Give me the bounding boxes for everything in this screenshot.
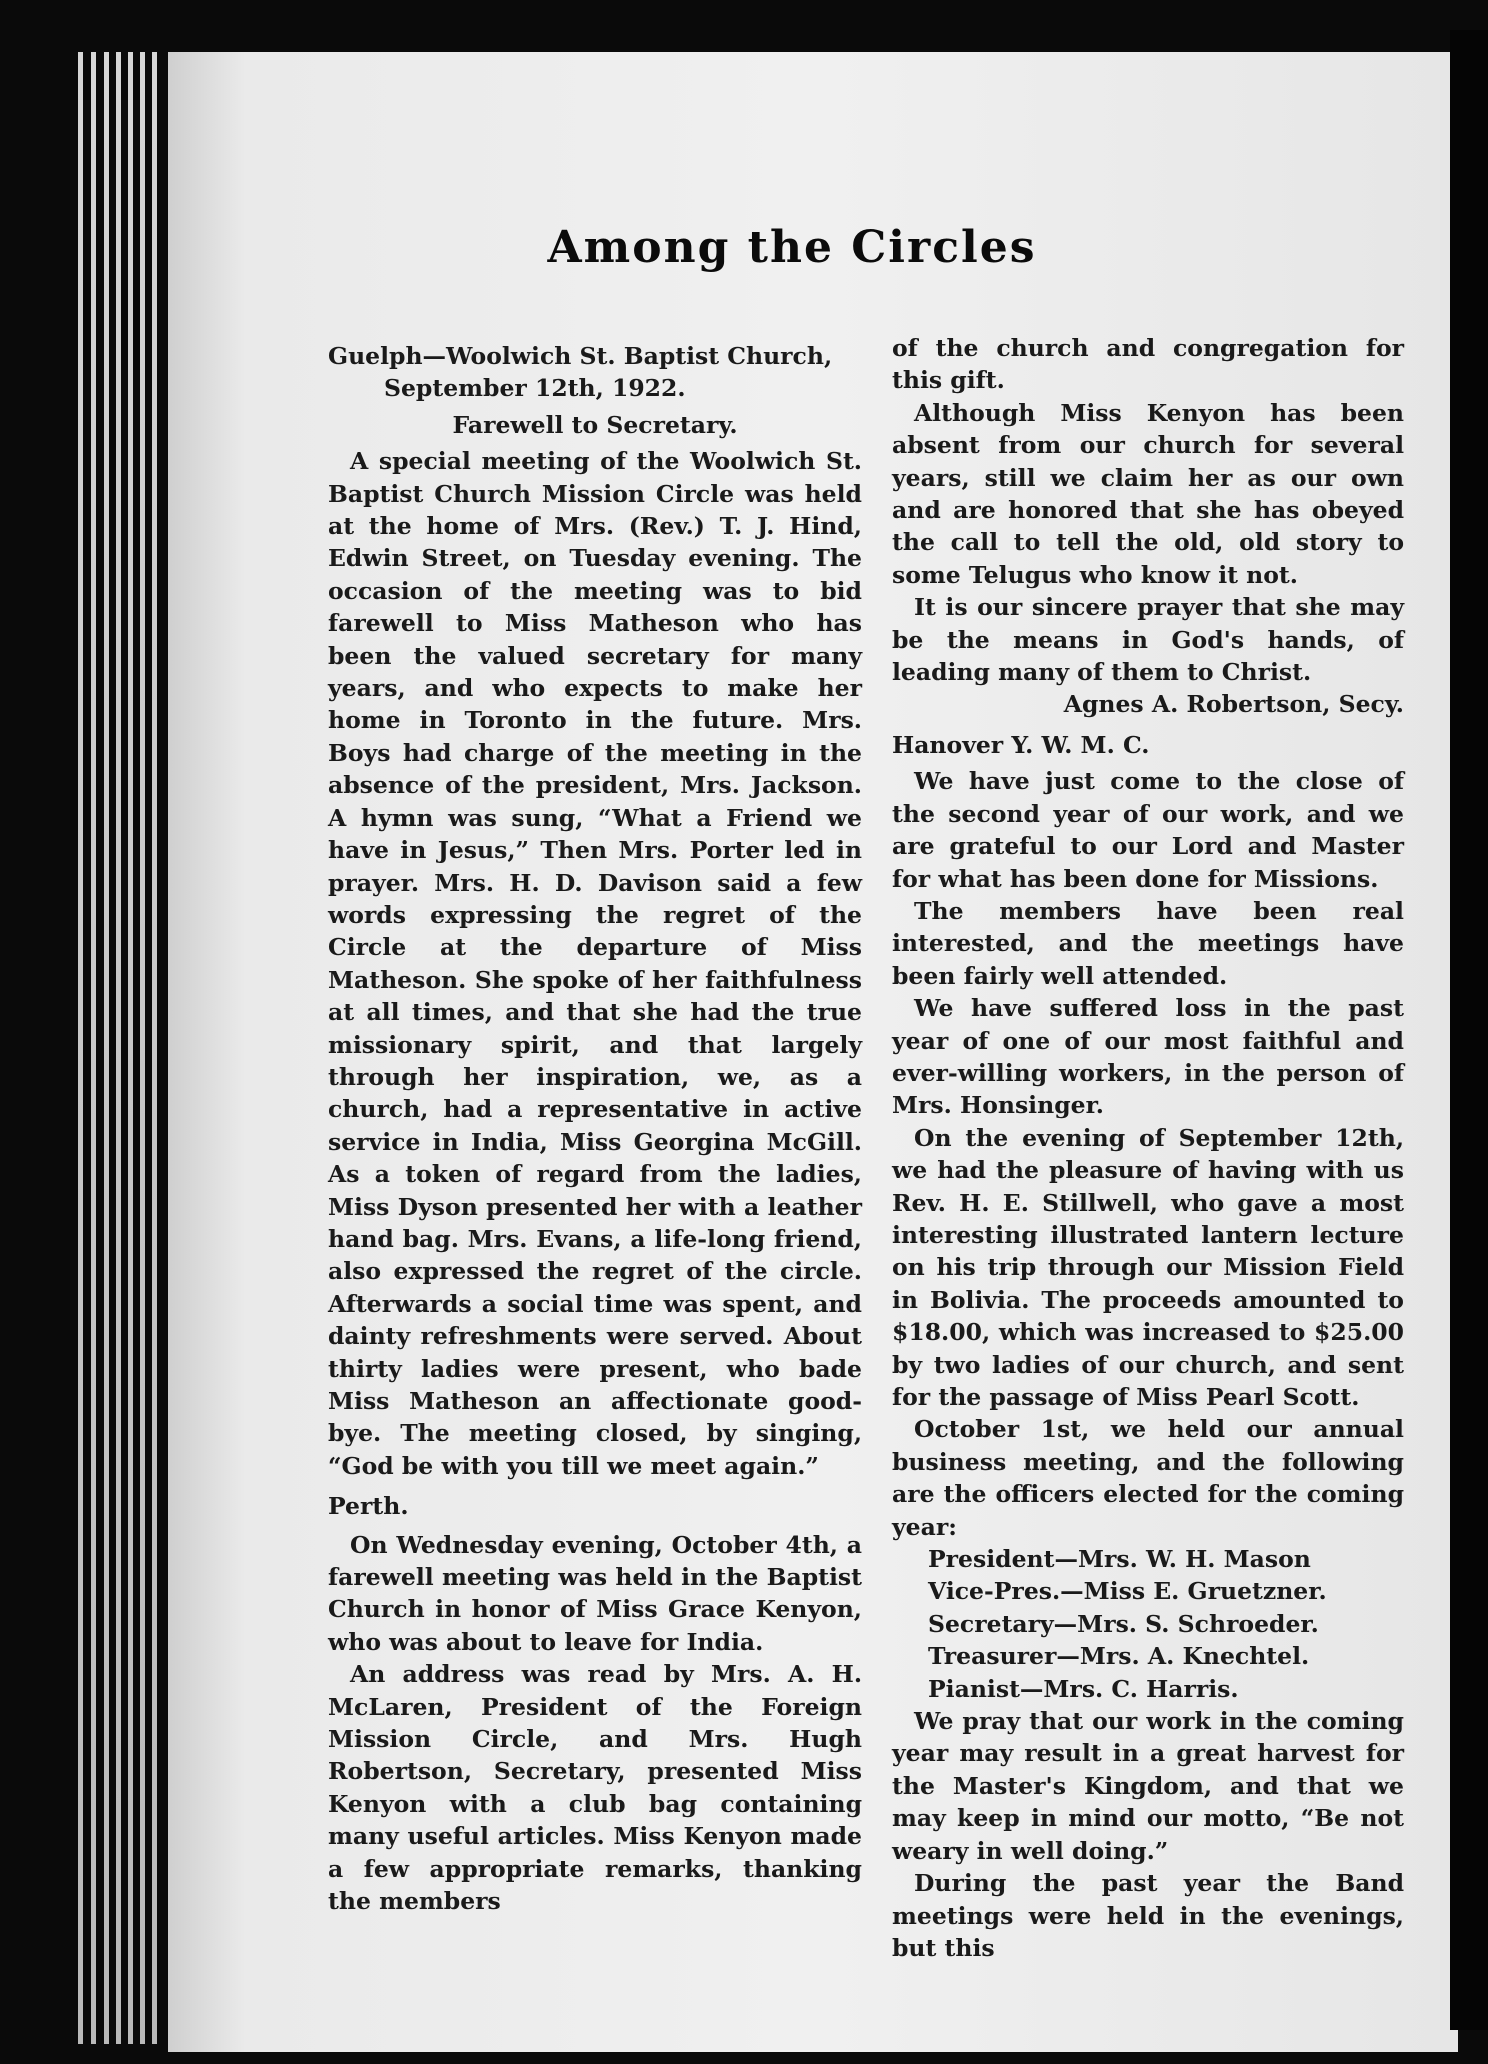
hanover-paragraph-3: We have suffered loss in the past year of one of our most faithful and ever-willing workers, in the person of Mrs. Honsinger. — [892, 994, 1404, 1120]
page-heading: Among the Circles — [547, 222, 1037, 273]
perth-paragraph-2: An address was read by Mrs. A. H. McLaren, President of the Foreign Mission Circle, and Mrs. Hugh Robertson, Secretary, presented Miss Kenyon with a club bag containing many useful articles. Miss Kenyon made a few appropriate remarks, thanking the members — [328, 1660, 862, 1916]
perth-paragraph-1: On Wednesday evening, October 4th, a farewell meeting was held in the Baptist Church in honor of Miss Grace Kenyon, who was about to leave for India. — [328, 1530, 862, 1656]
page-binding-shadow — [1450, 30, 1488, 2030]
perth-paragraph-4: It is our sincere prayer that she may be the means in God's hands, of leading many of them to Christ. — [892, 593, 1404, 687]
hanover-paragraph-1: We have just come to the close of the second year of our work, and we are grateful to our Lord and Master for what has been done for Missions. — [892, 767, 1404, 893]
hanover-paragraph-4: On the evening of September 12th, we had the pleasure of having with us Rev. H. E. Stillwell, who gave a most interesting illustrated lantern lecture on his trip through our Mission Field in Bolivia. The proceeds amounted to $18.00, which was increased to $25.00 by two ladies of our church, and sent for the passage of Miss Pearl Scott. — [892, 1123, 1404, 1411]
guelph-paragraph: A special meeting of the Woolwich St. Baptist Church Mission Circle was held at the home of Mrs. (Rev.) T. J. Hind, Edwin Street, on Tuesday evening. The occasion of the meeting was to bid farewell to Miss Matheson who has been the valued secretary for many years, and who expects to make her home in Toronto in the future. Mrs. Boys had charge of the meeting in the absence of the president, Mrs. Jackson. A hymn was sung, “What a Friend we have in Jesus,” Then Mrs. Porter led in prayer. Mrs. H. D. Davison said a few words expressing the regret of the Circle at the departure of Miss Matheson. She spoke of her faithfulness at all times, and that she had the true missionary spirit, and that largely through her inspiration, we, as a church, had a representative in active service in India, Miss Georgina McGill. As a token of regard from the ladies, Miss Dyson presented her with a leather hand bag. Mrs. Evans, a life-long friend, also expressed the regret of the circle. Afterwards a social time was spent, and dainty refreshments were served. About thirty ladies were present, who bade Miss Matheson an affectionate good-bye. The meeting closed, by singing, “God be with you till we meet again.” — [328, 447, 862, 1480]
signature: Agnes A. Robertson, Secy. — [1063, 690, 1404, 719]
officer-line: Vice-Pres.—Miss E. Gruetzner. — [928, 1577, 1327, 1606]
officer-line: Secretary—Mrs. S. Schroeder. — [928, 1609, 1319, 1638]
hanover-heading: Hanover Y. W. M. C. — [892, 730, 1150, 759]
farewell-subheading: Farewell to Secretary. — [452, 410, 738, 439]
perth-heading: Perth. — [328, 1492, 409, 1521]
hanover-paragraph-6: We pray that our work in the coming year may result in a great harvest for the Master's Kingdom, and that we may keep in mind our motto, “Be not weary in well doing.” — [892, 1707, 1404, 1865]
perth-continuation: of the church and congregation for this gift. — [892, 334, 1404, 395]
officer-line: Pianist—Mrs. C. Harris. — [928, 1674, 1239, 1703]
hanover-paragraph-2: The members have been real interested, and the meetings have been fairly well attended. — [892, 896, 1404, 990]
guelph-heading-line2: September 12th, 1922. — [384, 374, 686, 403]
hanover-paragraph-5: October 1st, we held our annual business meeting, and the following are the officers elected for the coming year: — [892, 1415, 1404, 1541]
right-column — [892, 332, 1404, 1964]
hanover-paragraph-7: During the past year the Band meetings were held in the evenings, but this — [892, 1869, 1404, 1962]
left-column — [328, 332, 862, 1918]
guelph-heading-line1: Guelph—Woolwich St. Baptist Church, — [328, 342, 833, 370]
perth-paragraph-3: Although Miss Kenyon has been absent from our church for several years, still we claim her as our own and are honored that she has obeyed the call to tell the old, old story to some Telugus who know it not. — [892, 398, 1404, 589]
officer-line: Treasurer—Mrs. A. Knechtel. — [928, 1642, 1310, 1671]
officer-line: President—Mrs. W. H. Mason — [928, 1545, 1311, 1574]
